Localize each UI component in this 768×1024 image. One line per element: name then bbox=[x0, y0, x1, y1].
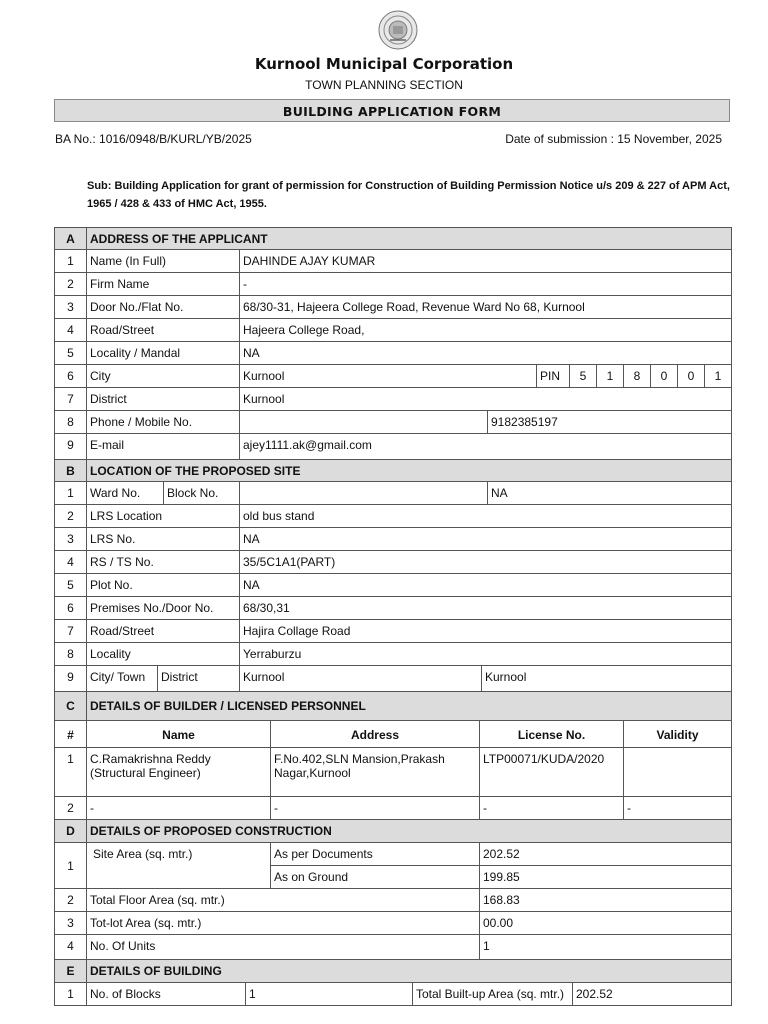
field-value: 202.52 bbox=[479, 842, 732, 866]
column-header: Address bbox=[270, 720, 480, 748]
field-label: Tot-lot Area (sq. mtr.) bbox=[86, 911, 480, 935]
section-c-letter: C bbox=[54, 691, 87, 721]
column-header: License No. bbox=[479, 720, 624, 748]
field-value: NA bbox=[239, 527, 732, 551]
field-label: Locality / Mandal bbox=[86, 341, 240, 365]
section-a-letter: A bbox=[54, 227, 87, 250]
field-label: LRS No. bbox=[86, 527, 240, 551]
field-value: 1 bbox=[245, 982, 413, 1006]
license-number: - bbox=[479, 796, 624, 820]
row-number: 6 bbox=[54, 596, 87, 620]
row-number: 4 bbox=[54, 934, 87, 960]
field-value: NA bbox=[487, 481, 732, 505]
organization-name: Kurnool Municipal Corporation bbox=[254, 55, 514, 73]
field-label: Door No./Flat No. bbox=[86, 295, 240, 319]
row-number: 9 bbox=[54, 665, 87, 692]
row-number: 1 bbox=[54, 481, 87, 505]
field-sublabel: As on Ground bbox=[270, 865, 480, 889]
row-number: 2 bbox=[54, 272, 87, 296]
row-number: 3 bbox=[54, 527, 87, 551]
row-number: 7 bbox=[54, 619, 87, 643]
field-label: City/ Town bbox=[86, 665, 158, 692]
row-number: 9 bbox=[54, 433, 87, 460]
row-number: 1 bbox=[54, 747, 87, 797]
field-label: Plot No. bbox=[86, 573, 240, 597]
section-b-title: LOCATION OF THE PROPOSED SITE bbox=[86, 459, 732, 482]
field-value: 68/30-31, Hajeera College Road, Revenue Ward No 68, Kurnool bbox=[239, 295, 732, 319]
field-value: NA bbox=[239, 573, 732, 597]
field-value: old bus stand bbox=[239, 504, 732, 528]
row-number: 5 bbox=[54, 341, 87, 365]
personnel-name: C.Ramakrishna Reddy (Structural Engineer) bbox=[86, 747, 271, 797]
field-value: 00.00 bbox=[479, 911, 732, 935]
field-value: Hajira Collage Road bbox=[239, 619, 732, 643]
field-label: Premises No./Door No. bbox=[86, 596, 240, 620]
row-number: 5 bbox=[54, 573, 87, 597]
section-e-letter: E bbox=[54, 959, 87, 983]
field-value: Kurnool bbox=[481, 665, 732, 692]
field-sublabel: As per Documents bbox=[270, 842, 480, 866]
field-value: NA bbox=[239, 341, 732, 365]
row-number: 8 bbox=[54, 642, 87, 666]
field-label: LRS Location bbox=[86, 504, 240, 528]
subject-text: Sub: Building Application for grant of permission for Construction of Building Permission Notice u/s 209 & 227 of APM Act, 1965 / 428 & 433 of HMC Act, 1955. bbox=[87, 180, 730, 210]
field-value: Hajeera College Road, bbox=[239, 318, 732, 342]
field-value: 199.85 bbox=[479, 865, 732, 889]
pin-digit: 1 bbox=[596, 364, 624, 388]
row-number: 8 bbox=[54, 410, 87, 434]
row-number: 2 bbox=[54, 796, 87, 820]
field-label: Name (In Full) bbox=[86, 249, 240, 273]
field-label: Ward No. bbox=[86, 481, 164, 505]
field-value: ajey1111.ak@gmail.com bbox=[239, 433, 732, 460]
field-label: E-mail bbox=[86, 433, 240, 460]
row-number: 6 bbox=[54, 364, 87, 388]
field-label: Block No. bbox=[163, 481, 240, 505]
phone-value bbox=[239, 410, 488, 434]
row-number: 4 bbox=[54, 550, 87, 574]
section-a-title: ADDRESS OF THE APPLICANT bbox=[86, 227, 732, 250]
field-value: Kurnool bbox=[239, 387, 732, 411]
column-header: Name bbox=[86, 720, 271, 748]
personnel-name: - bbox=[86, 796, 271, 820]
field-label: Road/Street bbox=[86, 619, 240, 643]
pin-digit: 0 bbox=[677, 364, 705, 388]
section-b-letter: B bbox=[54, 459, 87, 482]
row-number: 2 bbox=[54, 504, 87, 528]
pin-label: PIN bbox=[536, 364, 570, 388]
row-number: 1 bbox=[54, 249, 87, 273]
field-label: Road/Street bbox=[86, 318, 240, 342]
field-value bbox=[239, 481, 488, 505]
personnel-address: F.No.402,SLN Mansion,Prakash Nagar,Kurnool bbox=[270, 747, 480, 797]
field-label: Phone / Mobile No. bbox=[86, 410, 240, 434]
field-value: 68/30,31 bbox=[239, 596, 732, 620]
ba-number: BA No.: 1016/0948/B/KURL/YB/2025 bbox=[55, 132, 252, 146]
column-header: # bbox=[54, 720, 87, 748]
pin-digit: 8 bbox=[623, 364, 651, 388]
row-number: 1 bbox=[54, 982, 87, 1006]
license-validity: - bbox=[623, 796, 732, 820]
pin-digit: 5 bbox=[569, 364, 597, 388]
section-name: TOWN PLANNING SECTION bbox=[305, 78, 463, 92]
field-label: No. Of Units bbox=[86, 934, 480, 960]
field-value: 35/5C1A1(PART) bbox=[239, 550, 732, 574]
field-label: District bbox=[157, 665, 240, 692]
row-number: 3 bbox=[54, 911, 87, 935]
field-label: RS / TS No. bbox=[86, 550, 240, 574]
license-number: LTP00071/KUDA/2020 bbox=[479, 747, 624, 797]
field-label: District bbox=[86, 387, 240, 411]
field-value: Kurnool bbox=[239, 665, 482, 692]
field-value: 168.83 bbox=[479, 888, 732, 912]
field-label: Total Floor Area (sq. mtr.) bbox=[86, 888, 480, 912]
field-value: DAHINDE AJAY KUMAR bbox=[239, 249, 732, 273]
field-label: No. of Blocks bbox=[86, 982, 246, 1006]
section-c-title: DETAILS OF BUILDER / LICENSED PERSONNEL bbox=[86, 691, 732, 721]
pin-digit: 0 bbox=[650, 364, 678, 388]
field-value: - bbox=[239, 272, 732, 296]
field-label: Firm Name bbox=[86, 272, 240, 296]
section-d-title: DETAILS OF PROPOSED CONSTRUCTION bbox=[86, 819, 732, 843]
form-title: BUILDING APPLICATION FORM bbox=[54, 99, 730, 122]
row-number: 2 bbox=[54, 888, 87, 912]
personnel-address: - bbox=[270, 796, 480, 820]
field-label: Total Built-up Area (sq. mtr.) bbox=[412, 982, 573, 1006]
field-value: 202.52 bbox=[572, 982, 732, 1006]
row-number: 4 bbox=[54, 318, 87, 342]
license-validity bbox=[623, 747, 732, 797]
date-of-submission: Date of submission : 15 November, 2025 bbox=[505, 132, 722, 146]
row-number: 3 bbox=[54, 295, 87, 319]
field-label: Locality bbox=[86, 642, 240, 666]
municipal-seal-logo bbox=[378, 10, 418, 50]
section-e-title: DETAILS OF BUILDING bbox=[86, 959, 732, 983]
mobile-value: 9182385197 bbox=[487, 410, 732, 434]
row-number: 7 bbox=[54, 387, 87, 411]
column-header: Validity bbox=[623, 720, 732, 748]
field-value: Kurnool bbox=[239, 364, 537, 388]
field-value: 1 bbox=[479, 934, 732, 960]
section-d-letter: D bbox=[54, 819, 87, 843]
pin-digit: 1 bbox=[704, 364, 732, 388]
field-value: Yerraburzu bbox=[239, 642, 732, 666]
field-label: Site Area (sq. mtr.) bbox=[86, 842, 271, 889]
row-number: 1 bbox=[54, 842, 87, 889]
field-label: City bbox=[86, 364, 240, 388]
